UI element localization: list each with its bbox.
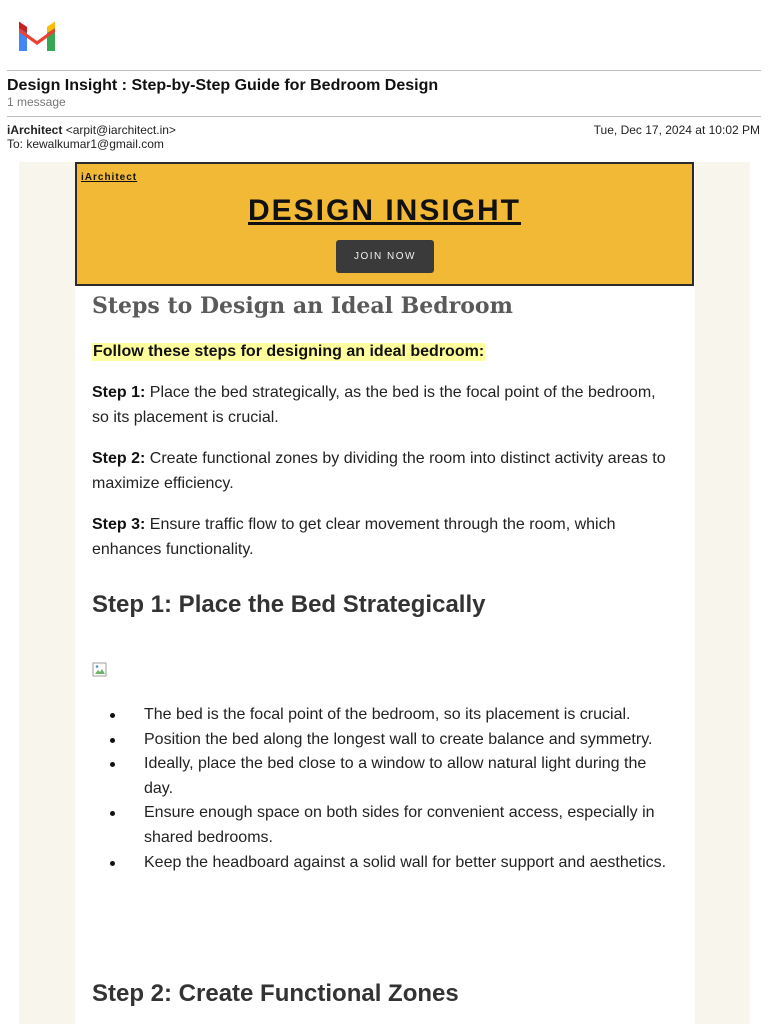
list-item: Ensure enough space on both sides for convenient access, especially in shared bedrooms.	[144, 801, 674, 850]
step-label: Step 3:	[92, 516, 146, 533]
list-item: Ideally, place the bed close to a window to allow natural light during the day.	[144, 752, 674, 801]
section-heading: Step 2: Create Functional Zones	[92, 980, 459, 1007]
step-label: Step 2:	[92, 450, 146, 467]
sender-line	[7, 123, 176, 137]
article-heading: Steps to Design an Ideal Bedroom	[92, 293, 513, 319]
step-summary	[92, 446, 672, 496]
gmail-icon	[16, 20, 58, 52]
sender-name[interactable]: iArchitect	[7, 123, 63, 137]
section-heading: Step 1: Place the Bed Strategically	[92, 591, 486, 618]
newsletter-banner	[75, 162, 694, 286]
email-subject: Design Insight : Step-by-Step Guide for Bedroom Design	[7, 77, 439, 94]
step-text: Place the bed strategically, as the bed is the focal point of the bedroom, so its placement is crucial.	[92, 384, 656, 426]
email-date: Tue, Dec 17, 2024 at 10:02 PM	[593, 123, 760, 137]
step-text: Ensure traffic flow to get clear movement through the room, which enhances functionality.	[92, 516, 616, 558]
step-label: Step 1:	[92, 384, 146, 401]
gmail-logo	[6, 6, 66, 62]
step-summary	[92, 512, 672, 562]
divider	[7, 70, 761, 71]
bullet-list	[144, 703, 674, 875]
list-item: Position the bed along the longest wall to create balance and symmetry.	[144, 728, 674, 753]
divider	[7, 116, 761, 117]
list-item: The bed is the focal point of the bedroom, so its placement is crucial.	[144, 703, 674, 728]
step-summary	[92, 380, 672, 430]
join-now-button[interactable]: JOIN NOW	[336, 240, 434, 273]
banner-title[interactable]: DESIGN INSIGHT	[247, 194, 522, 227]
brand-link[interactable]: iArchitect	[81, 172, 138, 183]
intro-highlight: Follow these steps for designing an ideal bedroom:	[93, 343, 485, 360]
sender-email[interactable]: <arpit@iarchitect.in>	[65, 123, 176, 137]
message-count: 1 message	[7, 95, 66, 109]
recipient-line: To: kewalkumar1@gmail.com	[7, 137, 164, 151]
list-item: Keep the headboard against a solid wall for better support and aesthetics.	[144, 851, 674, 876]
broken-image-icon	[92, 662, 108, 678]
step-text: Create functional zones by dividing the room into distinct activity areas to maximize efficiency.	[92, 450, 666, 492]
